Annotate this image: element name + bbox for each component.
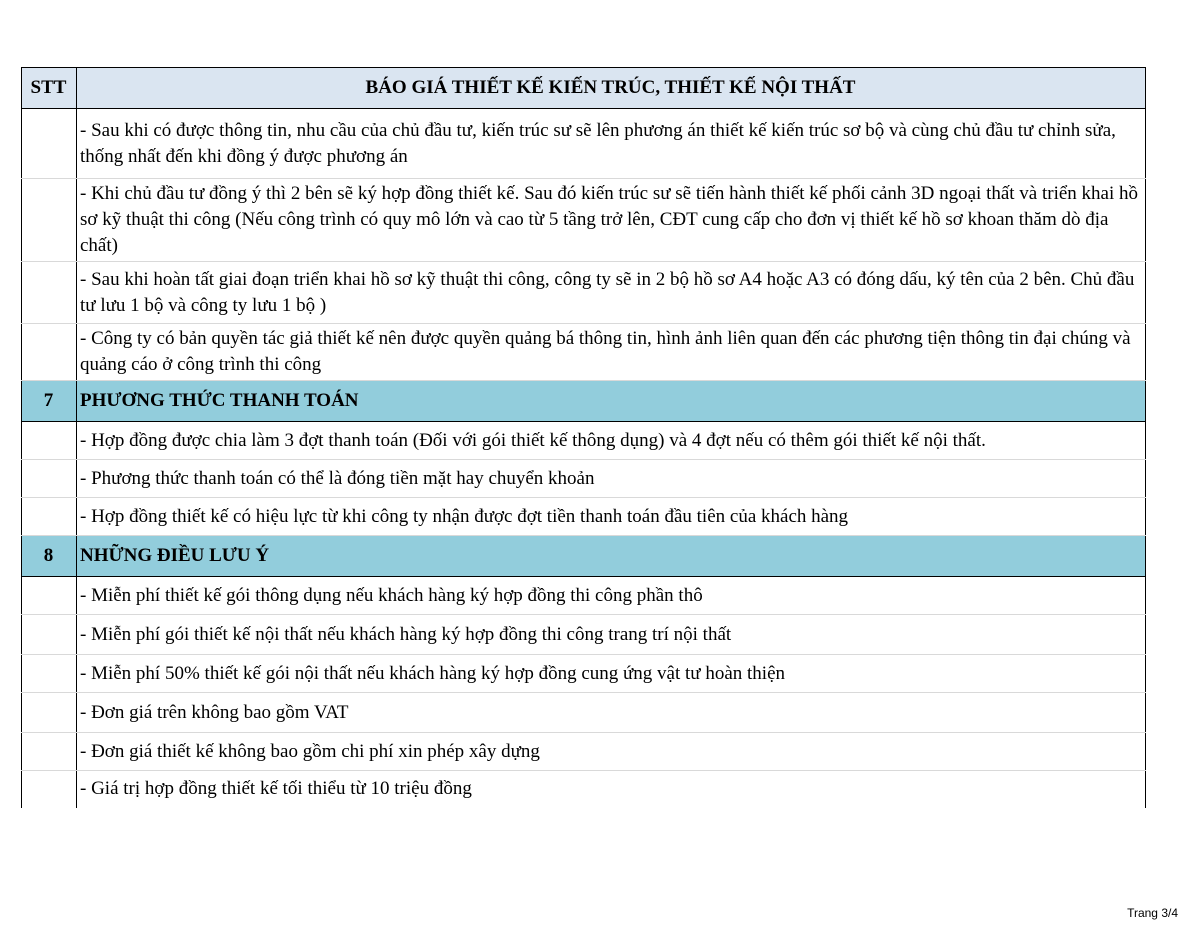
table-row bbox=[22, 109, 1146, 179]
stt-cell bbox=[22, 615, 77, 655]
row-text: - Khi chủ đầu tư đồng ý thì 2 bên sẽ ký hợp đồng thiết kế. Sau đó kiến trúc sư sẽ tiến hành thiết kế phối cảnh 3D ngoại thất và triển khai hồ sơ kỹ thuật thi công (Nếu công trình có quy mô lớn và cao từ 5 tầng trở lên, CĐT cung cấp cho đơn vị thiết kế hồ sơ khoan thăm dò địa chất) bbox=[77, 179, 1146, 262]
stt-cell bbox=[22, 422, 77, 460]
stt-cell bbox=[22, 179, 77, 262]
stt-cell bbox=[22, 655, 77, 693]
stt-cell bbox=[22, 262, 77, 324]
row-text: - Đơn giá thiết kế không bao gồm chi phí xin phép xây dựng bbox=[77, 733, 1146, 771]
stt-cell bbox=[22, 771, 77, 808]
table-row bbox=[22, 733, 1146, 771]
row-text: - Giá trị hợp đồng thiết kế tối thiểu từ 10 triệu đồng bbox=[77, 771, 1146, 808]
row-text: - Miễn phí 50% thiết kế gói nội thất nếu khách hàng ký hợp đồng cung ứng vật tư hoàn thiện bbox=[77, 655, 1146, 693]
stt-cell bbox=[22, 324, 77, 381]
section-row-notes bbox=[22, 536, 1146, 577]
section-title: NHỮNG ĐIỀU LƯU Ý bbox=[77, 536, 1146, 577]
table-row bbox=[22, 771, 1146, 808]
table-row bbox=[22, 262, 1146, 324]
table-row bbox=[22, 655, 1146, 693]
quotation-table bbox=[21, 67, 1146, 808]
section-title: PHƯƠNG THỨC THANH TOÁN bbox=[77, 381, 1146, 422]
table-title: BÁO GIÁ THIẾT KẾ KIẾN TRÚC, THIẾT KẾ NỘI THẤT bbox=[77, 68, 1146, 109]
table-row bbox=[22, 324, 1146, 381]
row-text: - Phương thức thanh toán có thể là đóng tiền mặt hay chuyển khoản bbox=[77, 460, 1146, 498]
stt-cell bbox=[22, 109, 77, 179]
table-header-row bbox=[22, 68, 1146, 109]
table-row bbox=[22, 693, 1146, 733]
section-number: 7 bbox=[22, 381, 77, 422]
row-text: - Đơn giá trên không bao gồm VAT bbox=[77, 693, 1146, 733]
row-text: - Hợp đồng được chia làm 3 đợt thanh toán (Đối với gói thiết kế thông dụng) và 4 đợt nếu có thêm gói thiết kế nội thất. bbox=[77, 422, 1146, 460]
table-row bbox=[22, 577, 1146, 615]
row-text: - Miễn phí gói thiết kế nội thất nếu khách hàng ký hợp đồng thi công trang trí nội thất bbox=[77, 615, 1146, 655]
row-text: - Sau khi có được thông tin, nhu cầu của chủ đầu tư, kiến trúc sư sẽ lên phương án thiết kế kiến trúc sơ bộ và cùng chủ đầu tư chỉnh sửa, thống nhất đến khi đồng ý được phương án bbox=[77, 109, 1146, 179]
row-text: - Công ty có bản quyền tác giả thiết kế nên được quyền quảng bá thông tin, hình ảnh liên quan đến các phương tiện thông tin đại chúng và quảng cáo ở công trình thi công bbox=[77, 324, 1146, 381]
table-row bbox=[22, 615, 1146, 655]
row-text: - Hợp đồng thiết kế có hiệu lực từ khi công ty nhận được đợt tiền thanh toán đầu tiên của khách hàng bbox=[77, 498, 1146, 536]
table-row bbox=[22, 460, 1146, 498]
row-text: - Sau khi hoàn tất giai đoạn triển khai hồ sơ kỹ thuật thi công, công ty sẽ in 2 bộ hồ sơ A4 hoặc A3 có đóng dấu, ký tên của 2 bên. Chủ đầu tư lưu 1 bộ và công ty lưu 1 bộ ) bbox=[77, 262, 1146, 324]
stt-header: STT bbox=[22, 68, 77, 109]
table-row bbox=[22, 179, 1146, 262]
stt-cell bbox=[22, 460, 77, 498]
page-number: Trang 3/4 bbox=[1127, 906, 1178, 920]
stt-cell bbox=[22, 498, 77, 536]
section-row-payment bbox=[22, 381, 1146, 422]
stt-cell bbox=[22, 577, 77, 615]
stt-cell bbox=[22, 733, 77, 771]
table-row bbox=[22, 498, 1146, 536]
section-number: 8 bbox=[22, 536, 77, 577]
stt-cell bbox=[22, 693, 77, 733]
row-text: - Miễn phí thiết kế gói thông dụng nếu khách hàng ký hợp đồng thi công phần thô bbox=[77, 577, 1146, 615]
table-row bbox=[22, 422, 1146, 460]
